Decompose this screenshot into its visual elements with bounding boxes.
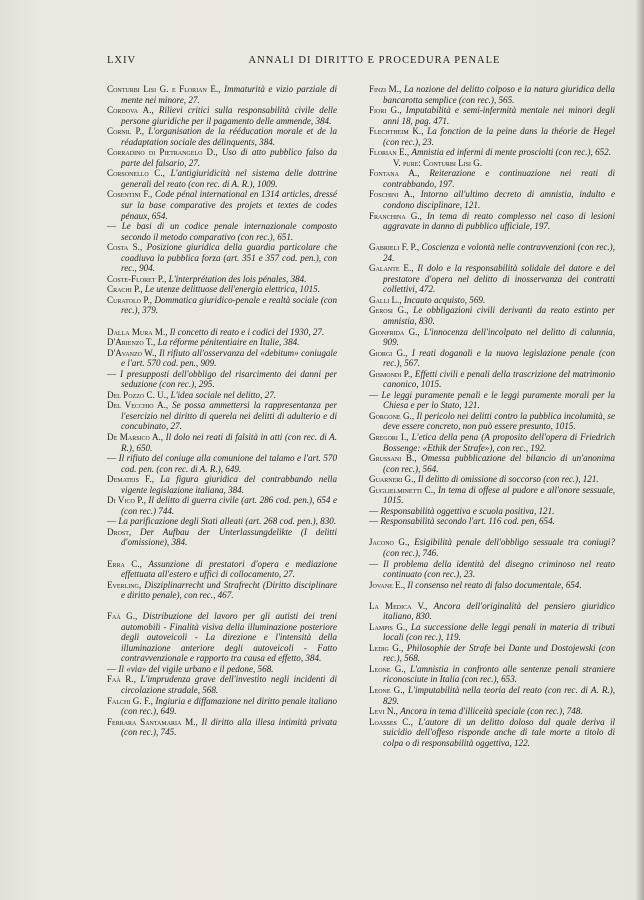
entry-author: — — [369, 389, 379, 400]
entry-author: Costa S., — [107, 242, 143, 253]
entry-title: La parificazione degli Stati alleati (art. 268 cod. pen.), 830. — [118, 516, 337, 527]
entry-author: Fiori G., — [369, 105, 402, 116]
entry-title: Esigibilità penale dell'obbligo sessuale tra coniugi? (con rec.), 746. — [383, 537, 615, 558]
entry-author: Corradino di Pietrangelo D., — [107, 147, 218, 158]
entry-author: Ferrara Santamaria M., — [107, 716, 198, 727]
index-entry — [369, 158, 615, 169]
entry-title: La nozione del delitto colposo e la natura giuridica della bancarotta semplice (con rec.), 565. — [383, 84, 615, 105]
entry-author: Di Vico P., — [107, 495, 146, 506]
entry-author: Faà R., — [107, 674, 136, 685]
index-entry — [369, 580, 615, 591]
entry-author: Franchina G., — [369, 210, 422, 221]
entry-author: Guglielminetti C., — [369, 484, 436, 495]
entry-title: Responsabilità secondo l'art. 116 cod. pen, 654. — [380, 516, 555, 527]
entry-title: L'amnistia in confronto alle sentenze penali straniere riconosciute in Italia (con rec.), 653. — [383, 663, 615, 685]
page-header — [107, 55, 612, 69]
index-entry — [107, 189, 337, 221]
entry-title: Der Aufbau der Unterlassungdelikte (I delitti d'omissione), 384. — [121, 526, 337, 548]
entry-author: Guarneri G., — [369, 474, 416, 485]
entry-author: Loasses C., — [369, 716, 413, 727]
entry-author: Corsonello C., — [107, 168, 165, 179]
index-entry — [107, 527, 337, 548]
entry-title: Il delitto di guerra civile (art. 286 cod. pen.), 654 e (con rec.) 744. — [121, 495, 337, 516]
index-entry — [107, 717, 337, 738]
index-entry — [107, 242, 337, 274]
index-entry — [369, 369, 615, 390]
entry-author: — — [107, 368, 117, 379]
entry-author: Cordova A., — [107, 105, 154, 116]
index-entry — [369, 706, 615, 717]
index-entry — [107, 474, 337, 495]
entry-title: Il «via» del vigile urbano e il pedone, 568. — [118, 663, 274, 674]
entry-author: Giorgi G., — [369, 347, 408, 358]
entry-title: Imputabilità e semi-infermità mentale nei minori degli anni 18, pag. 471. — [383, 105, 615, 126]
entry-author: Crachi P., — [107, 284, 143, 295]
index-entry — [369, 263, 615, 295]
entry-author: Gismondi P., — [369, 368, 413, 379]
entry-title: La successione delle leggi penali in materia di tributi locali (con rec.), 119. — [383, 621, 615, 643]
index-entry — [107, 105, 337, 126]
entry-title: L'innocenza dell'incolpato nel delitto di calunnia, 909. — [383, 326, 615, 348]
entry-author: De Marsico A., — [107, 432, 164, 442]
index-entry — [369, 168, 615, 189]
index-entry — [107, 274, 337, 285]
entry-title: Reiterazione e continuazione nei reati di contrabbando, 197. — [383, 168, 616, 189]
entry-author: Cornil P., — [107, 126, 145, 137]
page-edge-shadow — [635, 0, 644, 900]
entry-title: Disziplinarrecht und Strafrecht (Diritto disciplinare e diritto penale), con rec., 467. — [121, 579, 337, 601]
entry-author: V. pure: — [393, 157, 421, 168]
entry-title: Philosophie der Strafe bei Dante und Dostojewski (con rec.), 568. — [383, 642, 615, 664]
entry-title: In tema di reato complesso nel caso di lesioni aggravate in danno di pubblico ufficiale, 197. — [383, 210, 615, 232]
index-entry — [107, 432, 337, 453]
entry-author: — — [107, 516, 117, 527]
entry-author: Gionfrida G., — [369, 326, 420, 337]
index-entry — [369, 84, 615, 105]
index-entry — [107, 400, 337, 432]
index-entry — [369, 348, 615, 369]
entry-title: Il pericolo nei delitti contro la pubblica incolumità, se deve essere concreto, non può essere presunto, 1015. — [383, 410, 615, 432]
entry-author: Del Pozzo C. U., — [107, 389, 169, 400]
index-entry — [369, 327, 615, 348]
index-entry — [369, 305, 615, 326]
index-entry — [107, 147, 337, 168]
index-entry — [107, 337, 337, 348]
entry-title: La réforme pénitentiaire en Italie, 384. — [157, 337, 300, 348]
index-entry — [107, 168, 337, 189]
index-entry — [369, 506, 615, 517]
entry-title: Le leggi puramente penali e le leggi puramente morali per la Chiesa e per lo Stato, 121. — [381, 389, 615, 411]
entry-title: Responsabilità oggettiva e scuola positiva, 121. — [380, 505, 555, 516]
index-entry — [369, 411, 615, 432]
entry-author: — — [369, 516, 379, 527]
index-entry — [369, 295, 615, 306]
index-entry — [369, 126, 615, 147]
index-entry — [369, 516, 615, 527]
index-entry — [107, 580, 337, 601]
entry-author: Jovane E., — [369, 579, 406, 590]
index-entry — [107, 495, 337, 516]
index-entry — [369, 485, 615, 506]
entry-author: Erra C., — [107, 558, 142, 569]
index-entry — [107, 126, 337, 147]
entry-author: Gregori I., — [369, 432, 409, 442]
entry-title: Ancora dell'originalità del pensiero giuridico italiano, 830. — [383, 600, 615, 622]
index-entry — [107, 696, 337, 717]
entry-title: Omessa pubblicazione del bilancio di un'anonima (con rec.), 564. — [383, 453, 615, 474]
entry-title: L'autore di un delitto doloso dal quale deriva il suicidio dell'offeso risponde anche di tale morte a titolo di colpa o di responsabilità oggettiva, 122. — [383, 716, 615, 748]
entry-title: L'imputabilità nella teoria del reato (con rec. di A. R.), 829. — [383, 685, 615, 706]
entry-title: Ingiuria e diffamazione nel diritto penale italiano (con rec.), 649. — [121, 695, 337, 717]
index-entry — [107, 84, 337, 105]
entry-title: Le obbligazioni civili derivanti da reato estinto per amnistia, 830. — [383, 305, 615, 326]
entry-author: Fontana A., — [369, 168, 420, 179]
index-entry — [369, 664, 615, 685]
index-entry — [369, 622, 615, 643]
entry-title: Il delitto di omissione di soccorso (con rec.), 121. — [417, 474, 599, 485]
entry-title: Ancora in tema d'illiceità speciale (con rec.), 748. — [400, 706, 583, 717]
entry-title: In tema di offese al pudore e all'onore sessuale, 1015. — [383, 484, 616, 506]
entry-title: Intorno all'ultimo decreto di amnistia, indulto e condono disciplinare, 121. — [383, 189, 615, 211]
index-entry — [107, 284, 337, 295]
entry-title: Il dolo e la responsabilità solidale del datore e del prestatore d'opera nel delitto di inosservanza dei contratti collettivi, 472. — [383, 263, 616, 295]
entry-author: Gorgone G., — [369, 410, 415, 421]
index-entry — [369, 685, 615, 706]
entry-author: Levi N., — [369, 706, 398, 717]
right-column — [369, 84, 615, 748]
index-entry — [107, 674, 337, 695]
entry-title: Il rifiuto all'osservanza del «debitum» coniugale e l'art. 570 cod. pen., 909. — [121, 347, 337, 369]
index-entry — [107, 348, 337, 369]
index-entry — [107, 453, 337, 474]
index-entry — [107, 390, 337, 401]
entry-title: La fonction de la peine dans la théorie de Hegel (con rec.), 23. — [383, 126, 616, 147]
entry-author: Lampis G., — [369, 621, 408, 632]
index-entry — [369, 105, 615, 126]
entry-title: Incauto acquisto, 569. — [403, 294, 486, 305]
entry-author: — — [369, 505, 379, 516]
entry-author: Conturbi Lisi G. e Florian E., — [107, 84, 221, 94]
entry-author: Jacono G., — [369, 537, 410, 548]
entry-title: L'interprétation des lois pénales, 384. — [168, 273, 307, 284]
index-entry — [107, 327, 337, 338]
index-entry — [369, 474, 615, 485]
entry-author: Gabrieli F. P., — [369, 242, 420, 253]
entry-title: Amnistia ed infermi di mente prosciolti (con rec.), 652. — [411, 147, 611, 158]
entry-author: Dalla Mura M., — [107, 326, 168, 337]
entry-title: Il rifiuto del coniuge alla comunione del talamo e l'art. 570 cod. pen. (con rec. di A. R.), 649. — [118, 453, 337, 474]
entry-author: Ledig G., — [369, 642, 404, 653]
entry-author: Faà G., — [107, 611, 138, 622]
entry-title: L'imprudenza grave dell'investito negli incidenti di circolazione stradale, 568. — [121, 674, 337, 696]
index-entry — [369, 453, 615, 474]
entry-title: Dommatica giuridico-penale e realtà sociale (con rec.), 379. — [121, 294, 337, 316]
entry-author: Demateis F., — [107, 474, 155, 485]
entry-title: Il diritto alla illesa intimità privata (con rec.), 745. — [121, 716, 337, 738]
entry-author: Galante E., — [369, 263, 414, 274]
index-entry — [107, 559, 337, 580]
entry-author: Grussani B., — [369, 453, 417, 464]
index-entry — [369, 432, 615, 453]
entry-title: L'idea sociale nel delitto, 27. — [170, 389, 277, 400]
entry-title: Distribuzione del lavoro per gli autisti dei treni automobili - Finalità visiva della illuminazione posteriore degli autoveicoli - La direzione e l'intensità della illuminazione anteriore degli autoveicoli - Fatto contravvenzionale e rapporto tra causa ed effetto, 384. — [121, 611, 337, 664]
entry-author: Galli L., — [369, 294, 402, 305]
index-entry — [107, 221, 337, 242]
index-entry — [369, 211, 615, 232]
entry-author: Del Vecchio A., — [107, 400, 169, 411]
entry-title: Immaturità e vizio parziale di mente nei minore, 27. — [121, 84, 338, 105]
entry-title: Rilievi critici sulla responsabilità civile delle persone giuridiche per il pagamento delle ammende, 384. — [121, 105, 337, 126]
entry-title: L'organisation de la rééducation morale et de la réadaptation sociale des délinquents, 384. — [121, 126, 337, 147]
entry-title: L'antigiuridicità nel sistema delle dottrine generali del reato (con rec. di A. R.), 1009. — [121, 168, 337, 189]
entry-title: Le utenze delittuose dell'energia elettrica, 1015. — [144, 284, 320, 295]
entry-author: Leone G., — [369, 685, 405, 696]
entry-author: — — [107, 453, 117, 464]
index-entry — [107, 295, 337, 316]
entry-author: — — [107, 663, 117, 674]
index-entry — [369, 717, 615, 749]
running-title: ANNALI DI DIRITTO E PROCEDURA PENALE — [248, 55, 501, 66]
entry-title: L'etica della pena (A proposito dell'opera di Friedrich Bossenge: «Ethik der Strafe»), con rec., 192. — [383, 432, 616, 453]
entry-title: Posizione giuridica della guardia particolare che coadiuva la pubblica forza (art. 351 e 357 cod. pen.), con rec., 904. — [121, 242, 337, 274]
entry-author: Flechtheim K., — [369, 126, 424, 137]
entry-title: Effetti civili e penali della trascrizione del matrimonio canonico, 1015. — [383, 368, 616, 390]
entry-author: Everling, — [107, 579, 142, 590]
entry-title: Code pénal international en 1314 articles, dressé sur la base comparative des projets et textes de codes pénaux, 654. — [121, 189, 337, 221]
entry-title: Il concetto di reato e i codici del 1930, 27. — [169, 326, 325, 337]
index-entry — [107, 369, 337, 390]
index-entry — [369, 147, 615, 158]
entry-author: Foschini A., — [369, 189, 415, 200]
entry-title: Il consenso nel reato di falso documentale, 654. — [407, 579, 582, 590]
entry-author: Coste-Floret P., — [107, 273, 167, 284]
entry-author: — — [107, 221, 117, 232]
left-column — [107, 84, 337, 738]
entry-author: Drost, — [107, 526, 132, 537]
entry-author: Leone G., — [369, 663, 406, 674]
entry-author: Finzi M., — [369, 84, 402, 94]
index-entry — [369, 390, 615, 411]
entry-author: Falchi G. F., — [107, 695, 153, 706]
entry-author: Curatolo P., — [107, 294, 152, 305]
entry-author: — — [369, 558, 379, 569]
entry-title: Conturbi Lisi G. — [423, 157, 483, 168]
entry-title: La figura giuridica del contrabbando nella vigente legislazione italiana, 384. — [121, 474, 337, 495]
entry-title: Le basi di un codice penale internazionale composto secondo il metodo comparativo (con rec.), 651. — [121, 221, 337, 242]
entry-author: Gerosi G., — [369, 305, 409, 316]
entry-title: Assunzione di prestatori d'opera e mediazione effettuata all'estero e uffici di collocamento, 27. — [121, 558, 337, 580]
index-entry — [369, 559, 615, 580]
entry-author: D'Arienzo T., — [107, 337, 156, 348]
entry-author: Florian E., — [369, 147, 410, 158]
index-entry — [369, 537, 615, 558]
entry-author: Cosentini F., — [107, 189, 153, 200]
entry-title: I reati doganali e la nuova legislazione penale (con rec.), 567. — [383, 347, 615, 369]
entry-author: La Medica V., — [369, 600, 428, 611]
entry-author: D'Avanzo W., — [107, 347, 157, 358]
entry-title: Se possa ammettersi la rappresentanza per l'esercizio nel diritto di querela nei delitti di adulterio e di concubinato, 27. — [121, 400, 337, 432]
entry-title: Il problema della identità del disegno criminoso nel reato continuato (con rec.), 23. — [383, 558, 615, 580]
entry-title: Il dolo nei reati di falsità in atti (con rec. di A. R.), 650. — [121, 432, 338, 453]
index-entry — [369, 643, 615, 664]
index-entry — [107, 516, 337, 527]
page-number: LXIV — [107, 55, 137, 66]
entry-title: Coscienza e volontà nelle contravvenzioni (con rec.), 24. — [383, 242, 615, 263]
index-entry — [369, 601, 615, 622]
index-entry — [369, 242, 615, 263]
entry-title: I presupposti dell'obbligo del risarcimento dei danni per seduzione (con rec.), 295. — [120, 368, 337, 390]
entry-title: Uso di atto pubblico falso da parte del falsario, 27. — [121, 147, 337, 168]
index-entry — [107, 611, 337, 664]
index-entry — [369, 189, 615, 210]
index-entry — [107, 664, 337, 675]
